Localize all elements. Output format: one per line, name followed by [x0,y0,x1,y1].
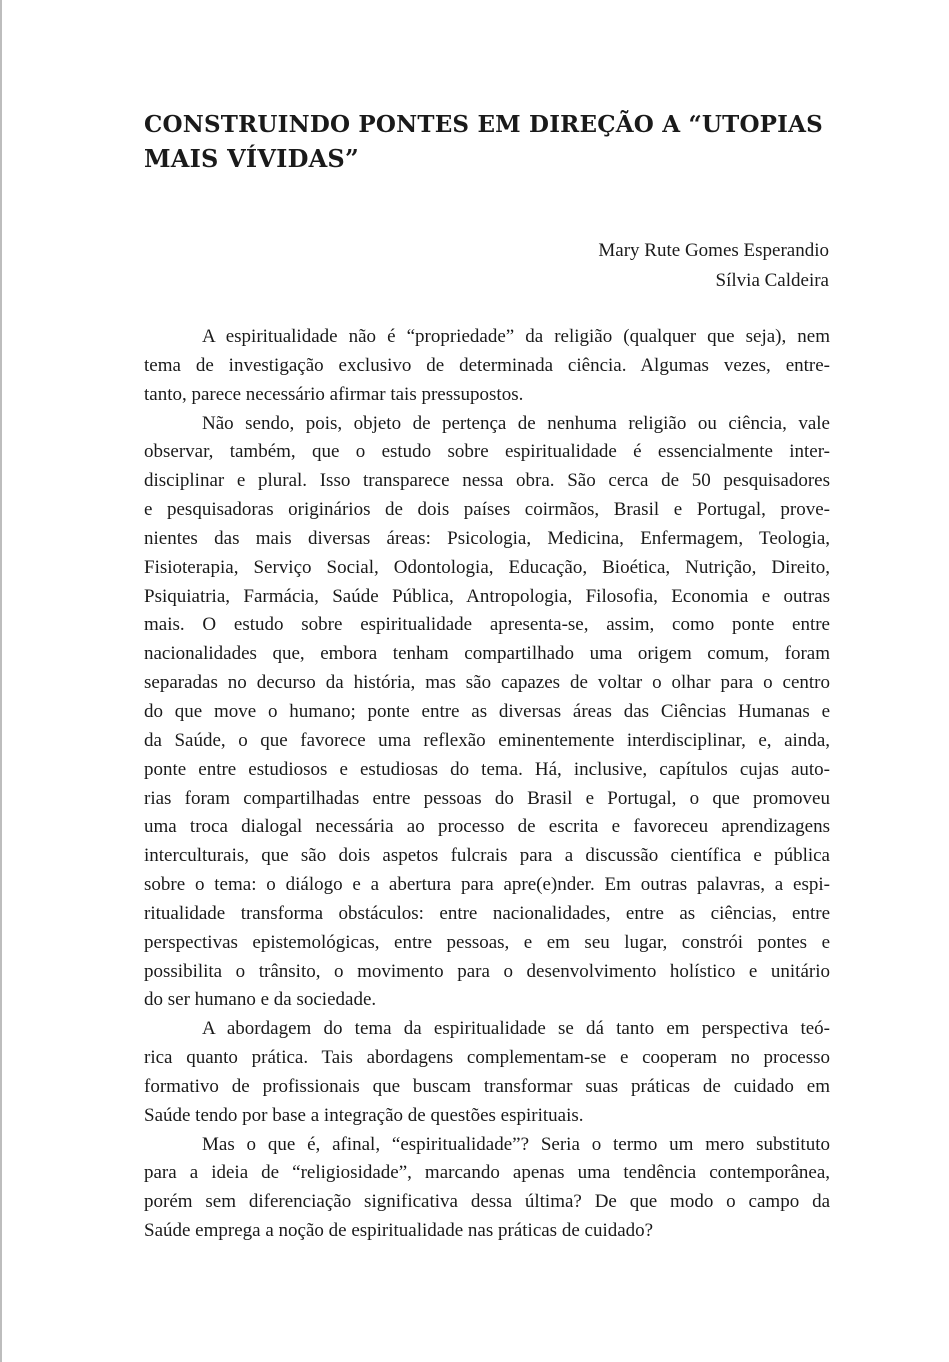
text-line: tema de investigação exclusivo de determinada ciência. Algumas vezes, entre- [144,354,830,376]
text-line: e pesquisadoras originários de dois países coirmãos, Brasil e Portugal, prove- [144,499,830,521]
text-line: sobre o tema: o diálogo e a abertura para apre(e)nder. Em outras palavras, a espi- [144,874,830,896]
text-line: rias foram compartilhadas entre pessoas do Brasil e Portugal, o que promoveu [144,787,830,809]
text-line: Saúde emprega a noção de espiritualidade nas práticas de cuidado? [144,1220,654,1242]
text-line: A espiritualidade não é “propriedade” da religião (qualquer que seja), nem [202,326,830,347]
text-line: formativo de profissionais que buscam transformar suas práticas de cuidado em [144,1075,830,1097]
text-line: tanto, parece necessário afirmar tais pressupostos. [144,383,524,405]
paragraph [144,1015,830,1130]
text-line: rica quanto prática. Tais abordagens complementam-se e cooperam no processo [144,1047,830,1069]
text-line: ponte entre estudiosos e estudiosas do tema. Há, inclusive, capítulos cujas auto- [144,758,830,780]
text-line: Mas o que é, afinal, “espiritualidade”? Seria o termo um mero substituto [202,1133,830,1155]
author-name: Sílvia Caldeira [715,270,829,291]
text-line: possibilita o trânsito, o movimento para o desenvolvimento holístico e unitário [144,960,830,982]
author-name: Mary Rute Gomes Esperandio [598,240,829,261]
text-line: mais. O estudo sobre espiritualidade apresenta-se, assim, como ponte entre [144,614,830,636]
text-line: do ser humano e da sociedade. [144,989,377,1011]
author-list [598,236,829,296]
text-line: ritualidade transforma obstáculos: entre nacionalidades, entre as ciências, entre [144,902,830,924]
text-line: porém sem diferenciação significativa dessa última? De que modo o campo da [144,1191,830,1213]
text-line: interculturais, que são dois aspetos fulcrais para a discussão científica e pública [144,845,830,867]
body-text [144,323,830,1246]
text-line: uma troca dialogal necessária ao processo de escrita e favoreceu aprendizagens [144,816,830,838]
text-line: da Saúde, o que favorece uma reflexão eminentemente interdisciplinar, e, ainda, [144,729,830,751]
text-line: nacionalidades que, embora tenham compartilhado uma origem comum, foram [144,643,830,665]
chapter-title-line-2: MAIS VÍVIDAS” [144,144,359,173]
text-line: observar, também, que o estudo sobre espiritualidade é essencialmente inter- [144,441,830,463]
text-line: Não sendo, pois, objeto de pertença de nenhuma religião ou ciência, vale [202,412,830,434]
chapter-title [144,108,824,176]
text-line: Psiquiatria, Farmácia, Saúde Pública, Antropologia, Filosofia, Economia e outras [144,585,830,607]
paragraph [144,323,830,410]
chapter-title-line-1: CONSTRUINDO PONTES EM DIREÇÃO A “UTOPIAS [144,111,823,138]
paragraph [144,410,830,1016]
text-line: Fisioterapia, Serviço Social, Odontologia, Educação, Bioética, Nutrição, Direito, [144,556,830,578]
text-line: do que move o humano; ponte entre as diversas áreas das Ciências Humanas e [144,700,830,722]
paragraph [144,1131,830,1246]
text-line: A abordagem do tema da espiritualidade se dá tanto em perspectiva teó- [202,1018,830,1040]
text-line: disciplinar e plural. Isso transparece nessa obra. São cerca de 50 pesquisadores [144,470,830,492]
text-line: para a ideia de “religiosidade”, marcando apenas uma tendência contemporânea, [144,1162,830,1184]
page-edge-rule [0,0,2,1362]
text-line: perspectivas epistemológicas, entre pessoas, e em seu lugar, constrói pontes e [144,931,830,953]
text-line: nientes das mais diversas áreas: Psicologia, Medicina, Enfermagem, Teologia, [144,527,830,549]
text-line: separadas no decurso da história, mas são capazes de voltar o olhar para o centro [144,672,830,694]
text-line: Saúde tendo por base a integração de questões espirituais. [144,1104,584,1126]
